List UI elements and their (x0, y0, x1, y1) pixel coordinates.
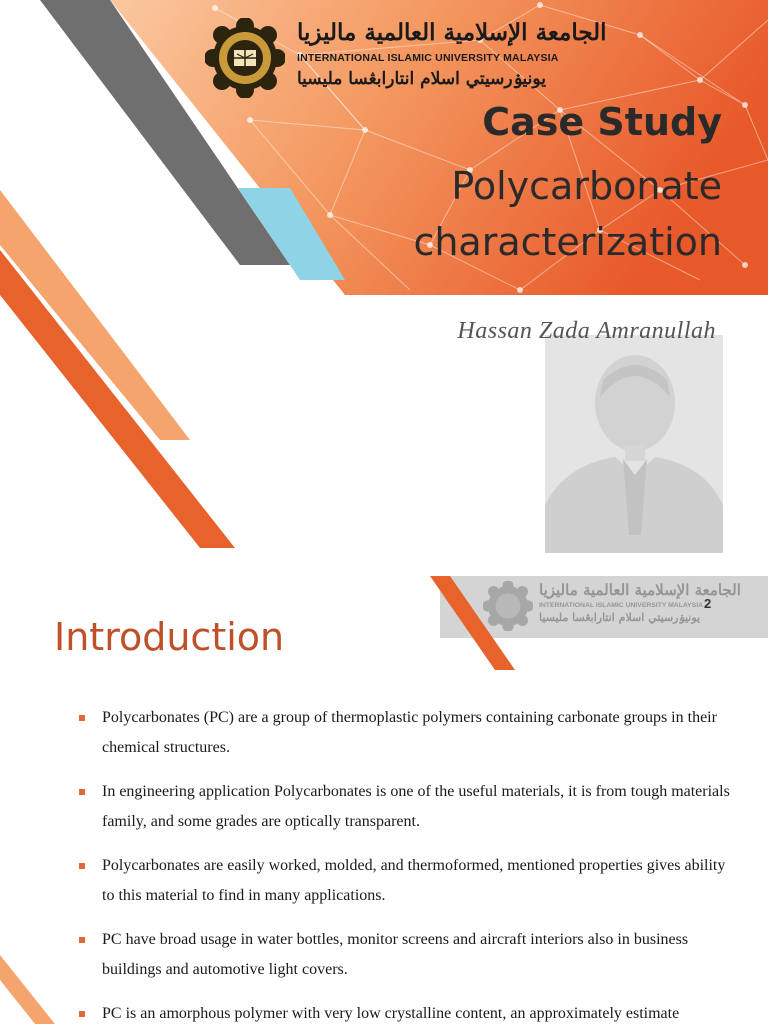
bullet-text: PC is an amorphous polymer with very low crystalline content, an approximately estimate (102, 1005, 680, 1022)
page-number: 2 (704, 596, 712, 611)
bullet-item (76, 925, 736, 985)
university-name-jawi: يونيۏرسيتي اسلام انتارابڠسا مليسيا (297, 69, 546, 89)
bullet-square-icon (79, 789, 85, 795)
university-name-english: INTERNATIONAL ISLAMIC UNIVERSITY MALAYSIA (539, 602, 704, 609)
bullet-item (76, 703, 736, 763)
university-logo-faded (483, 581, 741, 633)
introduction-slide (0, 565, 768, 1024)
university-name-arabic: الجامعة الإسلامية العالمية ماليزيا (539, 581, 741, 599)
case-study-title: Case Study (482, 100, 722, 144)
author-photo (545, 335, 723, 553)
bullet-square-icon (79, 1011, 85, 1017)
person-silhouette-icon (545, 335, 723, 553)
bullet-text: In engineering application Polycarbonates is one of the useful materials, it is from tough materials family, and some grades are optically transparent. (102, 783, 730, 830)
bullet-text: Polycarbonates (PC) are a group of thermoplastic polymers containing carbonate groups in their chemical structures. (102, 709, 717, 756)
bullet-text: PC have broad usage in water bottles, monitor screens and aircraft interiors also in business buildings and automotive light covers. (102, 931, 689, 978)
section-title: Introduction (54, 615, 285, 659)
bullet-item (76, 777, 736, 837)
university-name-arabic: الجامعة الإسلامية العالمية ماليزيا (297, 19, 607, 46)
bullet-square-icon (79, 715, 85, 721)
university-name-jawi: يونيۏرسيتي اسلام انتارابڠسا مليسيا (539, 611, 701, 624)
university-name-english: INTERNATIONAL ISLAMIC UNIVERSITY MALAYSIA (297, 52, 559, 64)
bullet-square-icon (79, 937, 85, 943)
bottom-left-stripe (0, 955, 60, 1024)
subtitle-line-1: Polycarbonate (451, 164, 722, 208)
bullet-text: Polycarbonates are easily worked, molded, and thermoformed, mentioned properties gives ability to this material to find in many applications. (102, 857, 726, 904)
orange-stripe (0, 250, 235, 548)
author-name: Hassan Zada Amranullah (457, 318, 716, 344)
bullet-square-icon (79, 863, 85, 869)
university-emblem-icon (483, 581, 533, 631)
university-emblem-icon (205, 18, 285, 98)
left-stripes (0, 190, 240, 560)
bullet-item (76, 999, 736, 1024)
bullet-item (76, 851, 736, 911)
subtitle-line-2: characterization (413, 220, 722, 264)
university-logo (205, 18, 607, 98)
bullet-list (76, 703, 736, 1024)
slide-subtitle (413, 158, 722, 270)
